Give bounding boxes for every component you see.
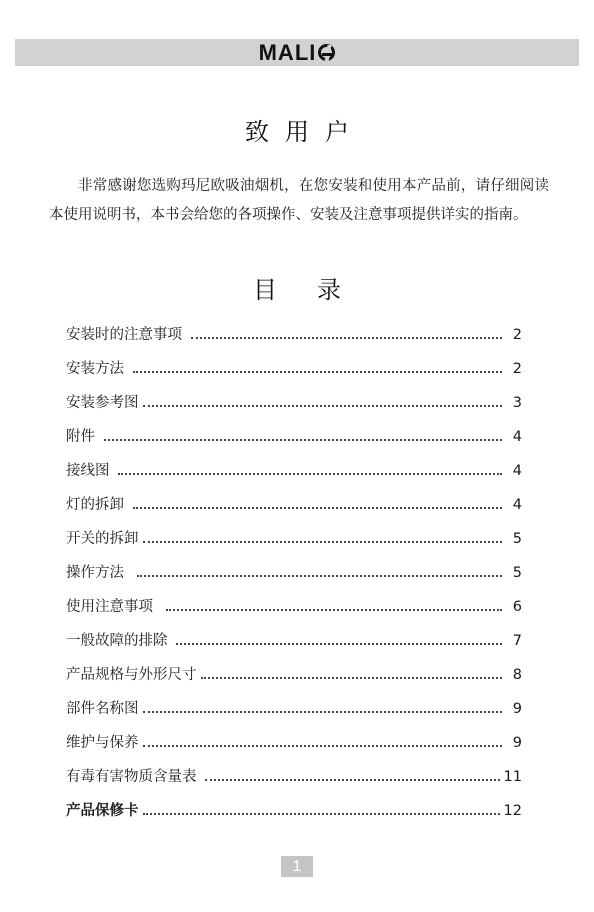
toc-item-label: 安装参考图 — [66, 394, 139, 411]
toc-leader — [118, 461, 502, 475]
toc-item-page: 4 — [512, 463, 522, 479]
toc-item-page: 2 — [512, 361, 522, 377]
toc-item — [66, 384, 522, 418]
toc-item-label: 使用注意事项 — [66, 598, 163, 615]
toc-item-label: 开关的拆卸 — [66, 530, 139, 547]
toc-leader — [205, 767, 499, 781]
brand-name: MALI — [258, 39, 317, 65]
toc-item-label: 安装时的注意事项 — [66, 326, 187, 343]
toc-leader — [176, 631, 502, 645]
toc-item-page: 8 — [512, 667, 522, 683]
toc-item-page: 9 — [512, 701, 522, 717]
toc-leader — [143, 393, 503, 407]
toc-item-label: 产品保修卡 — [66, 802, 139, 819]
toc-item-page: 7 — [512, 633, 522, 649]
toc-leader — [137, 563, 502, 577]
toc-item — [66, 418, 522, 452]
toc-item-label: 维护与保养 — [66, 734, 139, 751]
toc-item-page: 5 — [512, 565, 522, 581]
toc-leader — [133, 495, 502, 509]
toc-leader — [143, 699, 503, 713]
toc-leader — [166, 597, 502, 611]
toc-leader — [104, 427, 502, 441]
toc-leader — [143, 529, 503, 543]
toc-title: 目录 — [253, 276, 381, 304]
toc-item-label: 操作方法 — [66, 564, 134, 581]
toc-item-page: 12 — [503, 803, 522, 819]
toc-item — [66, 316, 522, 350]
toc-item-page: 4 — [512, 497, 522, 513]
toc-item-page: 11 — [503, 769, 522, 785]
toc-leader — [201, 665, 503, 679]
toc-item — [66, 452, 522, 486]
table-of-contents — [66, 316, 522, 826]
toc-leader — [143, 733, 503, 747]
toc-item-label: 产品规格与外形尺寸 — [66, 666, 197, 683]
toc-item — [66, 656, 522, 690]
toc-item — [66, 350, 522, 384]
toc-item — [66, 758, 522, 792]
toc-item-page: 4 — [512, 429, 522, 445]
toc-item — [66, 486, 522, 520]
toc-item-label: 附件 — [66, 428, 100, 445]
toc-item — [66, 588, 522, 622]
toc-leader — [133, 359, 502, 373]
intro-paragraph: 非常感谢您选购玛尼欧吸油烟机，在您安装和使用本产品前，请仔细阅读本使用说明书，本书会给您的各项操作、安装及注意事项提供详实的指南。 — [49, 178, 549, 223]
page-number: 1 — [281, 856, 313, 877]
toc-item-label: 有毒有害物质含量表 — [66, 768, 202, 785]
header-bar — [15, 39, 579, 66]
brand-logo — [15, 39, 579, 66]
brand-o-icon — [318, 44, 335, 61]
toc-item — [66, 724, 522, 758]
toc-item-page: 3 — [512, 395, 522, 411]
toc-item — [66, 690, 522, 724]
toc-leader — [191, 325, 502, 339]
toc-item-page: 9 — [512, 735, 522, 751]
toc-item — [66, 520, 522, 554]
toc-item — [66, 792, 522, 826]
page-title: 致用户 — [245, 118, 365, 146]
toc-item-page: 2 — [512, 327, 522, 343]
toc-item-page: 6 — [512, 599, 522, 615]
toc-item-label: 灯的拆卸 — [66, 496, 129, 513]
toc-item-label: 安装方法 — [66, 360, 129, 377]
toc-item-page: 5 — [512, 531, 522, 547]
toc-leader — [143, 801, 500, 815]
toc-item-label: 接线图 — [66, 462, 115, 479]
toc-item — [66, 622, 522, 656]
toc-item-label: 一般故障的排除 — [66, 632, 173, 649]
toc-item-label: 部件名称图 — [66, 700, 139, 717]
toc-item — [66, 554, 522, 588]
